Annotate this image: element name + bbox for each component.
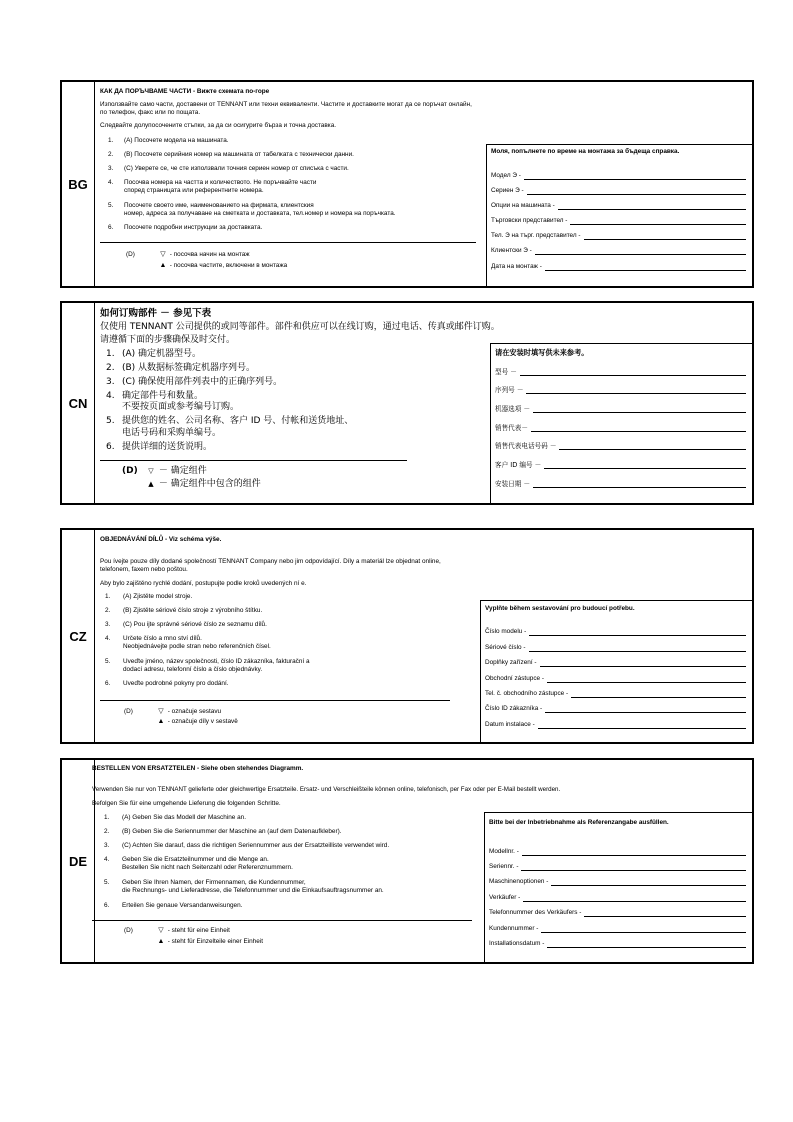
legend-d-label: (D): [122, 466, 138, 476]
fill-line[interactable]: [520, 367, 746, 376]
step-text: 确定部件号和数量。: [122, 391, 204, 401]
field-label: 安装日期 －: [495, 480, 531, 488]
field-install-date[interactable]: [485, 719, 746, 729]
fill-line[interactable]: [545, 262, 746, 271]
field-model[interactable]: [495, 366, 746, 376]
field-model[interactable]: [485, 626, 746, 636]
reference-header: Bitte bei der Inbetriebnahme als Referenzangabe ausfüllen.: [489, 819, 669, 826]
reference-box: [480, 600, 752, 742]
follow-steps-text: Следвайте долупосочените стъпки, за да си осигурите бърза и точна доставка.: [100, 122, 337, 129]
fill-line[interactable]: [584, 908, 746, 917]
field-options[interactable]: [485, 657, 746, 667]
field-label: Číslo modelu -: [485, 628, 527, 635]
divider-line: [100, 460, 407, 461]
field-sales-rep[interactable]: [491, 215, 746, 225]
legend-item: [156, 927, 230, 935]
field-install-date[interactable]: [495, 478, 746, 488]
legend-item: [146, 479, 261, 490]
fill-line[interactable]: [558, 201, 746, 210]
reference-box: [486, 144, 752, 286]
field-customer-id[interactable]: [485, 703, 746, 713]
legend-item: [158, 262, 287, 270]
legend-text: - označuje sestavu: [167, 708, 222, 715]
step-text: 不要按页面或参考编号订购。: [122, 402, 240, 412]
field-sales-rep-phone[interactable]: [485, 688, 746, 698]
reference-header: Vyplňte během sestavování pro budoucí potřebu.: [485, 605, 635, 612]
step-number: 4.: [105, 635, 111, 642]
field-sales-rep[interactable]: [495, 422, 746, 432]
step-text: Uveďte jméno, název společnosti, číslo ID zákazníka, fakturační a: [123, 658, 310, 665]
language-code: BG: [62, 82, 95, 286]
step-number: 3.: [108, 165, 114, 172]
field-serial[interactable]: [495, 384, 746, 394]
field-label: 销售代表电话号码 －: [495, 442, 557, 450]
field-label: Modellnr. -: [489, 848, 519, 855]
step-text: (C) Achten Sie darauf, dass die richtigen Seriennummer aus der Ersatzteilliste verwendet wird.: [122, 842, 390, 849]
section-title: 如何订购部件 － 参见下表: [100, 308, 212, 319]
field-label: Tel. č. obchodního zástupce -: [485, 690, 569, 697]
step-number: 3.: [105, 621, 111, 628]
legend-text: － 确定组件: [158, 466, 207, 476]
field-customer-id[interactable]: [489, 923, 746, 933]
divider-line: [100, 242, 476, 243]
fill-line[interactable]: [533, 479, 746, 488]
step-text: (A) Посочете модела на машината.: [124, 137, 229, 144]
intro-line: telefonem, faxem nebo poštou.: [100, 566, 188, 573]
filled-triangle-icon: ▲: [157, 718, 165, 725]
section-cz: [60, 528, 754, 744]
open-triangle-icon: ▽: [158, 927, 164, 934]
step-number: 2.: [106, 363, 115, 373]
step-number: 5.: [104, 879, 110, 886]
step-number: 5.: [106, 416, 115, 426]
open-triangle-icon: ▽: [158, 708, 164, 715]
step-text: (A) Zjistěte model stroje.: [123, 593, 193, 600]
intro-line: 仅使用 TENNANT 公司提供的或同等部件。部件和供应可以在线订购，通过电话、传真或邮件订购。: [100, 322, 500, 332]
fill-line[interactable]: [524, 171, 746, 180]
section-title: OBJEDNÁVÁNÍ DÍLŮ - Viz schéma výše.: [100, 536, 222, 543]
legend-d-label: (D): [126, 251, 135, 258]
field-label: Verkäufer -: [489, 894, 521, 901]
fill-line[interactable]: [545, 704, 746, 713]
step-text: Geben Sie Ihren Namen, der Firmennamen, die Kundennummer,: [122, 879, 306, 886]
fill-line[interactable]: [523, 893, 746, 902]
field-label: Клиентски Э -: [491, 247, 532, 254]
section-bg: [60, 80, 754, 288]
fill-line[interactable]: [531, 423, 746, 432]
step-text: (C) Уверете се, че сте използвали точния сериен номер от списъка с части.: [124, 165, 349, 172]
legend-d-label: (D): [124, 708, 133, 715]
step-text: (C) 确保使用部件列表中的正确序列号。: [122, 377, 283, 387]
step-text: Geben Sie die Ersatzteilnummer und die Menge an.: [122, 856, 269, 863]
field-label: 型号 －: [495, 368, 517, 376]
field-customer-id[interactable]: [491, 245, 746, 255]
fill-line[interactable]: [540, 658, 747, 667]
step-number: 1.: [105, 593, 111, 600]
legend-text: - посочва начин на монтаж: [169, 251, 250, 258]
field-label: Maschinenoptionen -: [489, 878, 549, 885]
step-text: 提供您的姓名、公司名称、客户 ID 号、付帐和送货地址、: [122, 416, 354, 426]
field-label: Číslo ID zákazníka -: [485, 705, 543, 712]
fill-line[interactable]: [529, 643, 747, 652]
fill-line[interactable]: [547, 939, 746, 948]
field-label: Търговски представител -: [491, 217, 568, 224]
step-text: Erteilen Sie genaue Versandanweisungen.: [122, 902, 243, 909]
field-label: Опции на машината -: [491, 202, 555, 209]
step-number: 6.: [106, 442, 115, 452]
step-number: 6.: [105, 680, 111, 687]
field-label: Installationsdatum -: [489, 940, 545, 947]
field-label: Сериен Э -: [491, 187, 524, 194]
open-triangle-icon: ▽: [160, 251, 166, 258]
fill-line[interactable]: [526, 385, 746, 394]
reference-header: Моля, попълнете по време на монтажа за бъдеща справка.: [491, 148, 680, 155]
field-serial[interactable]: [489, 861, 746, 871]
fill-line[interactable]: [529, 627, 746, 636]
legend-d-label: (D): [124, 927, 133, 934]
follow-steps-text: 请遵循下面的步骤确保及时交付。: [100, 335, 236, 345]
step-text: Посочете подробни инструкции за доставката.: [124, 224, 263, 231]
fill-line[interactable]: [571, 689, 746, 698]
intro-line: Pou ívejte pouze díly dodané společností TENNANT Company nebo jim odpovídající. Díly a materiál lze objednat online,: [100, 558, 441, 565]
step-number: 3.: [106, 377, 115, 387]
reference-box: [490, 343, 752, 503]
step-text: номер, адреса за получаване на сметката и доставката, тел.номер и номера на поръчката.: [124, 210, 396, 217]
step-text: die Rechnungs- und Lieferadresse, die Telefonnummer und die Einkaufsauftragsnummer an.: [122, 887, 384, 894]
field-install-date[interactable]: [489, 938, 746, 948]
legend-item: [156, 718, 238, 726]
field-label: Модел Э -: [491, 172, 521, 179]
step-number: 1.: [106, 349, 115, 359]
field-sales-rep[interactable]: [489, 892, 746, 902]
fill-line[interactable]: [541, 924, 746, 933]
step-number: 1.: [104, 814, 110, 821]
section-title: КАК ДА ПОРЪЧВАМЕ ЧАСТИ - Вижте схемата по-горе: [100, 88, 270, 95]
field-options[interactable]: [489, 876, 746, 886]
intro-line: Verwenden Sie nur von TENNANT gelieferte oder gleichwertige Ersatzteile. Ersatz- und Verschleißteile können online, telefonisch, per Fax oder per E-Mail bestellt werden.: [92, 786, 561, 793]
intro-line: Използвайте само части, доставени от TENNANT или техни еквиваленти. Частите и доставките могат да се поръчат онлайн,: [100, 101, 472, 108]
step-text: Neobjednávejte podle stran nebo referenčních čísel.: [123, 643, 271, 650]
legend-text: － 确定组件中包含的组件: [158, 479, 261, 489]
field-customer-id[interactable]: [495, 459, 746, 469]
fill-line[interactable]: [551, 877, 746, 886]
fill-line[interactable]: [547, 674, 746, 683]
field-sales-rep-phone[interactable]: [495, 440, 746, 450]
field-sales-rep-phone[interactable]: [491, 230, 746, 240]
field-label: 客户 ID 编号 －: [495, 461, 542, 469]
field-label: Obchodní zástupce -: [485, 675, 544, 682]
field-sales-rep[interactable]: [485, 673, 746, 683]
field-label: 机器选项 －: [495, 405, 531, 413]
step-number: 6.: [104, 902, 110, 909]
step-number: 5.: [108, 202, 114, 209]
open-triangle-icon: ▽: [148, 467, 154, 475]
step-text: 电话号码和采购单编号。: [122, 428, 222, 438]
field-label: Telefonnummer des Verkäufers -: [489, 909, 582, 916]
field-options[interactable]: [495, 403, 746, 413]
fill-line[interactable]: [584, 231, 746, 240]
field-label: Datum instalace -: [485, 721, 535, 728]
step-number: 2.: [108, 151, 114, 158]
field-label: 销售代表－: [495, 424, 528, 432]
fill-line[interactable]: [522, 847, 746, 856]
fill-line[interactable]: [535, 246, 746, 255]
step-text: Посочете своето име, наименованието на фирмата, клиентския: [124, 202, 314, 209]
step-text: (A) Geben Sie das Modell der Maschine an.: [122, 814, 246, 821]
legend-text: - steht für eine Einheit: [167, 927, 230, 934]
step-text: (C) Pou ijte správné sériové číslo ze seznamu dílů.: [123, 621, 267, 628]
section-cn: [60, 301, 754, 505]
step-number: 4.: [104, 856, 110, 863]
legend-text: - посочва частите, включени в монтажа: [169, 262, 288, 269]
step-text: (B) Geben Sie die Seriennummer der Maschine an (auf dem Datenaufkleber).: [122, 828, 342, 835]
step-number: 3.: [104, 842, 110, 849]
step-number: 5.: [105, 658, 111, 665]
filled-triangle-icon: ▲: [148, 480, 154, 488]
step-text: Bestellen Sie nicht nach Seitenzahl oder Referenznummern.: [122, 864, 293, 871]
fill-line[interactable]: [544, 460, 746, 469]
step-number: 1.: [108, 137, 114, 144]
divider-line: [100, 700, 450, 701]
step-number: 2.: [105, 607, 111, 614]
reference-header: 请在安装时填写供未来参考。: [495, 348, 589, 357]
field-label: Seriennr. -: [489, 863, 519, 870]
follow-steps-text: Befolgen Sie für eine umgehende Lieferung die folgenden Schritte.: [92, 800, 281, 807]
field-label: Sériové číslo -: [485, 644, 526, 651]
fill-line[interactable]: [538, 720, 746, 729]
filled-triangle-icon: ▲: [157, 938, 165, 945]
step-text: Uveďte podrobné pokyny pro dodání.: [123, 680, 229, 687]
fill-line[interactable]: [570, 216, 746, 225]
field-model[interactable]: [491, 170, 746, 180]
legend-item: [156, 938, 263, 946]
step-text: Посочва номера на частта и количеството. Не поръчвайте части: [124, 179, 317, 186]
field-label: Тел. Э на търг. представител -: [491, 232, 581, 239]
filled-triangle-icon: ▲: [159, 262, 167, 269]
step-number: 4.: [108, 179, 114, 186]
step-text: (A) 确定机器型号。: [122, 349, 202, 359]
fill-line[interactable]: [521, 862, 746, 871]
step-text: (B) Zjistěte sériové číslo stroje z výrobního štítku.: [123, 607, 263, 614]
field-label: Kundennummer -: [489, 925, 539, 932]
field-install-date[interactable]: [491, 261, 746, 271]
follow-steps-text: Aby bylo zajištěno rychlé dodání, postupujte podle kroků uvedených ní e.: [100, 580, 307, 587]
step-text: 提供详细的送货说明。: [122, 442, 213, 452]
field-label: Doplňky zařízení -: [485, 659, 537, 666]
step-text: според страницата или референтните номера.: [124, 187, 264, 194]
step-number: 4.: [106, 391, 115, 401]
field-serial[interactable]: [491, 185, 746, 195]
legend-item: [146, 466, 207, 477]
step-number: 6.: [108, 224, 114, 231]
language-code: CN: [62, 303, 95, 503]
step-text: (B) 从数据标签确定机器序列号。: [122, 363, 256, 373]
step-text: dodací adresu, telefonní číslo a číslo objednávky.: [123, 666, 263, 673]
language-code: DE: [62, 760, 95, 962]
field-serial[interactable]: [485, 642, 746, 652]
field-label: 序列号 －: [495, 386, 524, 394]
field-sales-rep-phone[interactable]: [489, 907, 746, 917]
field-model[interactable]: [489, 846, 746, 856]
intro-line: по телефон, факс или по пощата.: [100, 109, 201, 116]
step-text: (B) Посочете серийния номер на машината от табелката с технически данни.: [124, 151, 354, 158]
divider-line: [92, 920, 472, 921]
field-options[interactable]: [491, 200, 746, 210]
fill-line[interactable]: [527, 186, 746, 195]
fill-line[interactable]: [533, 404, 746, 413]
section-title: BESTELLEN VON ERSATZTEILEN - Siehe oben stehendes Diagramm.: [92, 765, 304, 772]
language-code: CZ: [62, 530, 95, 742]
legend-text: - steht für Einzelteile einer Einheit: [167, 938, 263, 945]
fill-line[interactable]: [559, 441, 746, 450]
section-de: [60, 758, 754, 964]
legend-item: [156, 708, 221, 716]
field-label: Дата на монтаж -: [491, 263, 542, 270]
step-text: Určete číslo a mno ství dílů.: [123, 635, 202, 642]
step-number: 2.: [104, 828, 110, 835]
reference-box: [484, 812, 752, 962]
legend-item: [158, 251, 250, 259]
legend-text: - označuje díly v sestavě: [167, 718, 238, 725]
